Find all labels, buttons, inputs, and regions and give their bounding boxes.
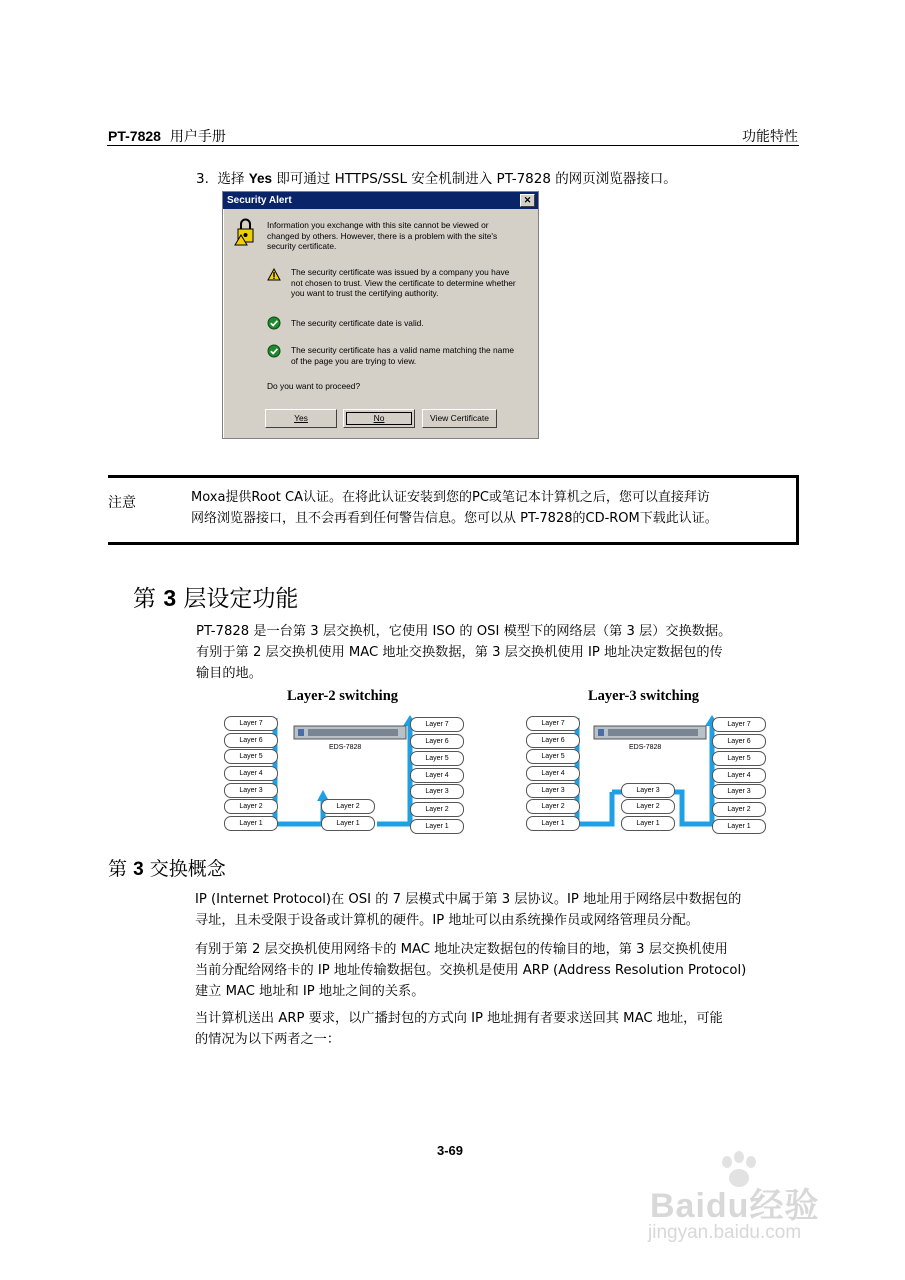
step-3: 3. 选择 Yes 即可通过 HTTPS/SSL 安全机制进入 PT-7828 的网页浏览器接口。 xyxy=(196,171,677,187)
padlock-warning-icon xyxy=(233,218,259,246)
section-title-layer3: 第 3 层设定功能 xyxy=(133,585,299,612)
no-button[interactable]: No xyxy=(343,409,415,428)
layer-label: Layer 1 xyxy=(621,816,675,831)
section-title-layer3-switching: 第 3 交换概念 xyxy=(108,858,226,880)
layer-label: Layer 4 xyxy=(526,766,580,781)
layer-label: Layer 7 xyxy=(526,716,580,731)
layer-label: Layer 2 xyxy=(712,802,766,817)
layer-label: Layer 3 xyxy=(410,784,464,799)
layer-label: Layer 6 xyxy=(224,733,278,748)
layer-label: Layer 5 xyxy=(410,751,464,766)
watermark-brand: Baidu经验 xyxy=(650,1187,820,1225)
dialog-titlebar: Security Alert ✕ xyxy=(223,192,538,209)
layer-label: Layer 4 xyxy=(224,766,278,781)
layer-label: Layer 3 xyxy=(526,783,580,798)
layer-label: Layer 1 xyxy=(712,819,766,834)
note-text: Moxa提供Root CA认证。在将此认证安装到您的PC或笔记本计算机之后，您可以直接拜访 网络浏览器接口，且不会再看到任何警告信息。您可以从 PT-7828的CD-ROM下载此认证。 xyxy=(191,490,718,526)
layer-label: Layer 2 xyxy=(224,799,278,814)
layer-label: Layer 2 xyxy=(621,799,675,814)
dialog-intro: Information you exchange with this site cannot be viewed or changed by others. However, there is a problem with the site's security certificate. xyxy=(267,220,498,251)
diagram-title-layer2: Layer-2 switching xyxy=(287,688,399,704)
layer-label: Layer 4 xyxy=(712,768,766,783)
layer-label: Layer 7 xyxy=(712,717,766,732)
page-number: 3-69 xyxy=(437,1143,464,1158)
layer-label: Layer 1 xyxy=(410,819,464,834)
watermark-url: jingyan.baidu.com xyxy=(648,1222,802,1243)
layer-label: Layer 7 xyxy=(224,716,278,731)
dialog-item-trust: The security certificate was issued by a company you have not chosen to trust. View the certificate to determine whether you want to trust the certifying authority. xyxy=(291,267,516,298)
check-icon xyxy=(267,344,281,358)
layer-label: Layer 5 xyxy=(224,749,278,764)
running-header-left: PT-7828 用户手册 xyxy=(108,128,226,145)
layer-label: Layer 5 xyxy=(526,749,580,764)
running-header-right: 功能特性 xyxy=(742,129,798,145)
yes-button[interactable]: Yes xyxy=(265,409,337,428)
layer-label: Layer 4 xyxy=(410,768,464,783)
layer-label: Layer 3 xyxy=(224,783,278,798)
diagram-title-layer3: Layer-3 switching xyxy=(588,688,700,704)
security-alert-dialog xyxy=(222,191,539,439)
layer-label: Layer 1 xyxy=(321,816,375,831)
section2-paragraph-1: IP (Internet Protocol)在 OSI 的 7 层模式中属于第 3 层协议。IP 地址用于网络层中数据包的 寻址，且未受限于设备或计算机的硬件。IP 地址可以由系统操作员或网络管理员分配。 xyxy=(195,892,742,928)
device-label: EDS-7828 xyxy=(329,744,362,751)
warning-icon xyxy=(267,268,281,281)
layer-label: Layer 2 xyxy=(526,799,580,814)
layer2-diagram xyxy=(224,712,468,836)
section2-paragraph-3: 当计算机送出 ARP 要求，以广播封包的方式向 IP 地址拥有者要求送回其 MAC 地址，可能 的情况为以下两者之一： xyxy=(195,1011,723,1047)
layer-label: Layer 2 xyxy=(321,799,375,814)
layer-label: Layer 3 xyxy=(621,783,675,798)
note-label: 注意 xyxy=(108,495,136,511)
layer-label: Layer 6 xyxy=(410,734,464,749)
device-label: EDS-7828 xyxy=(629,744,662,751)
layer-label: Layer 5 xyxy=(712,751,766,766)
layer-label: Layer 1 xyxy=(224,816,278,831)
section2-paragraph-2: 有别于第 2 层交换机使用网络卡的 MAC 地址决定数据包的传输目的地，第 3 层交换机使用 当前分配给网络卡的 IP 地址传输数据包。交换机是使用 ARP (Address Resolution Protocol) 建立 MAC 地址和 IP 地址之间的关系。 xyxy=(195,942,747,999)
dialog-item-name: The security certificate has a valid name matching the name of the page you are trying to view. xyxy=(291,345,514,366)
layer-label: Layer 2 xyxy=(410,802,464,817)
layer3-diagram xyxy=(526,712,770,836)
layer-label: Layer 6 xyxy=(526,733,580,748)
dialog-question: Do you want to proceed? xyxy=(267,381,361,391)
dialog-item-date: The security certificate date is valid. xyxy=(291,318,424,328)
check-icon xyxy=(267,316,281,330)
layer-label: Layer 1 xyxy=(526,816,580,831)
close-icon[interactable]: ✕ xyxy=(520,194,535,207)
header-rule xyxy=(107,145,799,146)
layer-label: Layer 3 xyxy=(712,784,766,799)
layer-label: Layer 6 xyxy=(712,734,766,749)
layer-label: Layer 7 xyxy=(410,717,464,732)
view-certificate-button[interactable]: View Certificate xyxy=(422,409,497,428)
section1-paragraph: PT-7828 是一台第 3 层交换机，它使用 ISO 的 OSI 模型下的网络层（第 3 层）交换数据。 有别于第 2 层交换机使用 MAC 地址交换数据，第 3 层交换机使用 IP 地址决定数据包的传 输目的地。 xyxy=(196,624,732,681)
